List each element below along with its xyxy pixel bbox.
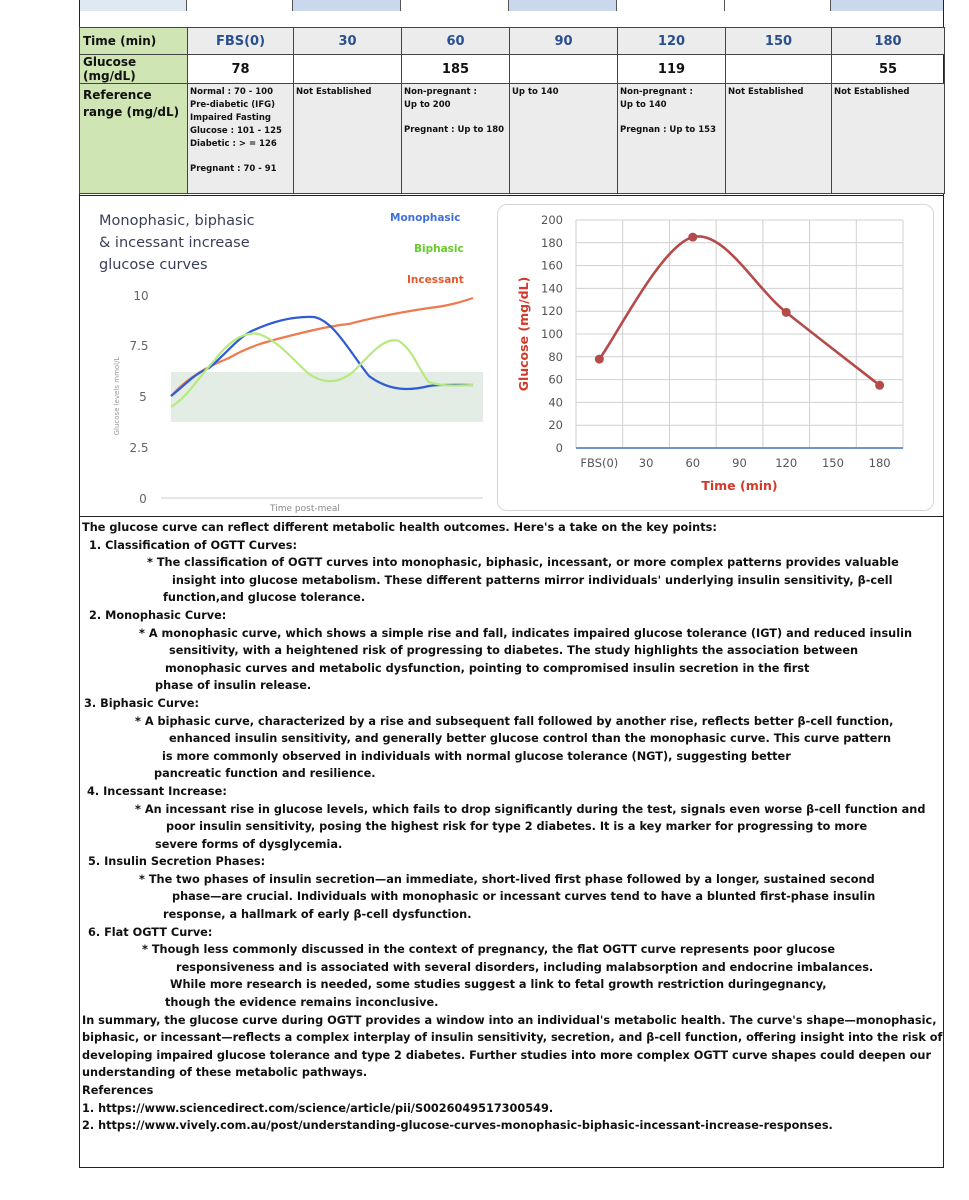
glucose-data-point bbox=[595, 355, 604, 364]
x-tick-label: 90 bbox=[732, 456, 747, 470]
section-text: poor insulin sensitivity, posing the highest risk for type 2 diabetes. It is a key marker for progressing to more bbox=[166, 820, 868, 834]
reference-link[interactable]: 2. https://www.vively.com.au/post/understanding-glucose-curves-monophasic-biphasic-incessant-increase-responses. bbox=[82, 1119, 833, 1133]
section-text: severe forms of dysglycemia. bbox=[155, 837, 343, 851]
reference-text: Up to 140 bbox=[512, 87, 559, 97]
reference-cell bbox=[510, 84, 618, 194]
glucose-cell: 185 bbox=[402, 55, 510, 84]
section-text: though the evidence remains inconclusive. bbox=[165, 996, 439, 1010]
section-text: * A monophasic curve, which shows a simple rise and fall, indicates impaired glucose tolerance (IGT) and reduced insulin bbox=[139, 626, 912, 640]
glucose-header: Glucose (mg/dL) bbox=[80, 55, 188, 84]
x-tick-label: 150 bbox=[821, 456, 844, 470]
reference-header: Reference range (mg/dL) bbox=[80, 84, 188, 194]
glucose-data-point bbox=[782, 308, 791, 317]
reference-text: Up to 200 bbox=[404, 100, 451, 110]
y-tick-label: 140 bbox=[541, 281, 563, 296]
y-tick-label: 0 bbox=[555, 441, 563, 455]
y-tick-label: 180 bbox=[541, 235, 563, 250]
normal-range-band bbox=[171, 372, 483, 422]
reference-cell bbox=[294, 84, 402, 194]
section-text: * The two phases of insulin secretion—an immediate, short-lived first phase followed by a longer, sustained second bbox=[139, 872, 875, 886]
reference-gap bbox=[620, 112, 723, 124]
section-heading: 4. Incessant Increase: bbox=[87, 784, 227, 798]
section-text: sensitivity, with a heightened risk of progressing to diabetes. The study highlights the association between bbox=[169, 644, 859, 658]
section-text: function,and glucose tolerance. bbox=[163, 591, 366, 605]
time-cell: 120 bbox=[618, 28, 726, 55]
illustration-x-label: Time post-meal bbox=[270, 504, 340, 514]
reference-cell bbox=[402, 84, 510, 194]
x-axis-title: Time (min) bbox=[701, 478, 778, 493]
glucose-data-point bbox=[688, 233, 697, 242]
time-cell: 60 bbox=[402, 28, 510, 55]
section-text: responsiveness and is associated with several disorders, including malabsorption and endocrine imbalances. bbox=[176, 960, 874, 974]
references-heading: References bbox=[82, 1084, 154, 1097]
glucose-data-point bbox=[875, 381, 884, 390]
reference-gap bbox=[404, 112, 507, 124]
section-heading: 3. Biphasic Curve: bbox=[84, 696, 199, 710]
intro-paragraph: The glucose curve can reflect different metabolic health outcomes. Here's a take on the key points: bbox=[82, 521, 717, 534]
x-tick-label: 30 bbox=[638, 456, 654, 470]
glucose-cell: 119 bbox=[618, 55, 726, 84]
reference-cell bbox=[618, 84, 726, 194]
y-tick-label: 0 bbox=[139, 492, 147, 506]
reference-text: Up to 140 bbox=[620, 100, 667, 110]
reference-text: Not Established bbox=[728, 87, 804, 97]
section-text: * The classification of OGTT curves into monophasic, biphasic, incessant, or more complex patterns provides valuable bbox=[147, 556, 899, 570]
y-tick-label: 2.5 bbox=[129, 441, 149, 455]
reference-row bbox=[80, 84, 945, 194]
glucose-cell bbox=[510, 55, 618, 84]
section-text: While more research is needed, some studies suggest a link to fetal growth restriction duringegnancy, bbox=[170, 978, 827, 992]
reference-text: Pregnant : 70 - 91 bbox=[190, 164, 277, 174]
x-tick-label: 120 bbox=[775, 456, 798, 470]
section-text: enhanced insulin sensitivity, and generally better glucose control than the monophasic curve. This curve pattern bbox=[169, 732, 892, 746]
legend-biphasic: Biphasic bbox=[414, 243, 464, 255]
reference-text: Pregnan : Up to 153 bbox=[620, 125, 716, 135]
illustration-title-line: Monophasic, biphasic bbox=[99, 213, 255, 229]
reference-text: Impaired Fasting bbox=[190, 113, 271, 123]
time-cell: 180 bbox=[832, 28, 945, 55]
illustration-chart bbox=[79, 196, 489, 518]
section-heading: 6. Flat OGTT Curve: bbox=[88, 925, 213, 939]
reference-text: Pregnant : Up to 180 bbox=[404, 125, 505, 135]
time-cell: 90 bbox=[510, 28, 618, 55]
y-tick-label: 5 bbox=[139, 390, 147, 404]
glucose-cell bbox=[294, 55, 402, 84]
reference-cell bbox=[726, 84, 832, 194]
time-row bbox=[80, 28, 945, 55]
reference-text: Glucose : 101 - 125 bbox=[190, 126, 282, 136]
reference-text: Diabetic : > = 126 bbox=[190, 139, 277, 149]
time-cell: 30 bbox=[294, 28, 402, 55]
y-tick-label: 100 bbox=[541, 327, 563, 341]
summary-text: developing impaired glucose tolerance and type 2 diabetes. Further studies into more complex OGTT curve shapes could deepen our bbox=[82, 1048, 932, 1062]
y-tick-label: 40 bbox=[548, 395, 563, 410]
reference-text: Non-pregnant : bbox=[404, 87, 477, 97]
y-tick-label: 160 bbox=[541, 258, 563, 273]
reference-gap bbox=[190, 151, 291, 163]
x-tick-label: FBS(0) bbox=[580, 456, 619, 470]
reference-text: Pre-diabetic (IFG) bbox=[190, 100, 275, 110]
time-cell: 150 bbox=[726, 28, 832, 55]
glucose-cell: 78 bbox=[188, 55, 294, 84]
y-tick-label: 20 bbox=[548, 418, 563, 433]
section-text: is more commonly observed in individuals with normal glucose tolerance (NGT), suggesting better bbox=[162, 749, 791, 763]
reference-text: Non-pregnant : bbox=[620, 87, 693, 97]
y-tick-label: 80 bbox=[548, 349, 563, 364]
y-axis-title: Glucose (mg/dL) bbox=[516, 276, 531, 392]
legend-monophasic: Monophasic bbox=[390, 212, 461, 224]
time-header: Time (min) bbox=[80, 28, 188, 55]
x-tick-label: 180 bbox=[868, 456, 891, 470]
charts-section bbox=[79, 195, 944, 517]
section-text: phase—are crucial. Individuals with monophasic or incessant curves tend to have a blunted first-phase insulin bbox=[172, 890, 876, 904]
legend-incessant: Incessant bbox=[407, 274, 464, 286]
reference-cell bbox=[188, 84, 294, 194]
y-tick-label: 10 bbox=[133, 289, 149, 303]
section-text: insight into glucose metabolism. These different patterns mirror individuals' underlying insulin sensitivity, β-cell bbox=[172, 573, 893, 587]
summary-text: biphasic, or incessant—reflects a complex interplay of insulin sensitivity, secretion, and β-cell function, offering insight into the risk of bbox=[82, 1031, 943, 1045]
section-heading: 5. Insulin Secretion Phases: bbox=[88, 855, 266, 869]
x-tick-label: 60 bbox=[685, 456, 701, 470]
reference-link[interactable]: 1. https://www.sciencedirect.com/science/article/pii/S0026049517300549. bbox=[82, 1101, 554, 1115]
y-tick-label: 120 bbox=[541, 304, 563, 319]
time-cell: FBS(0) bbox=[188, 28, 294, 55]
section-text: response, a hallmark of early β-cell dysfunction. bbox=[163, 908, 472, 922]
section-text: pancreatic function and resilience. bbox=[154, 767, 376, 781]
y-tick-label: 60 bbox=[548, 372, 563, 387]
reference-text: Normal : 70 - 100 bbox=[190, 87, 273, 97]
glucose-chart-card bbox=[497, 204, 934, 511]
section-text: monophasic curves and metabolic dysfunction, pointing to compromised insulin secretion in the first bbox=[165, 661, 810, 675]
reference-text: Not Established bbox=[834, 87, 910, 97]
glucose-cell bbox=[726, 55, 832, 84]
illustration-title-line: & incessant increase bbox=[99, 235, 250, 251]
section-text: phase of insulin release. bbox=[155, 679, 312, 693]
section-heading: 1. Classification of OGTT Curves: bbox=[89, 538, 297, 552]
body-text bbox=[82, 519, 943, 1135]
section-text: * A biphasic curve, characterized by a rise and subsequent fall followed by another rise, reflects better β-cell function, bbox=[135, 714, 894, 728]
section-text: * An incessant rise in glucose levels, which fails to drop significantly during the test, signals even worse β-cell function and bbox=[135, 802, 926, 816]
section-text: * Though less commonly discussed in the context of pregnancy, the flat OGTT curve represents poor glucose bbox=[142, 943, 836, 957]
glucose-row bbox=[80, 55, 945, 84]
illustration-y-label: Glucose levels mmol/L bbox=[113, 356, 121, 436]
y-tick-label: 200 bbox=[541, 213, 563, 227]
y-tick-label: 7.5 bbox=[129, 339, 149, 353]
section-heading: 2. Monophasic Curve: bbox=[89, 608, 227, 622]
ogtt-table bbox=[79, 27, 945, 194]
summary-text: In summary, the glucose curve during OGTT provides a window into an individual's metabolic health. The curve's shape—monophasic, bbox=[82, 1013, 937, 1027]
reference-cell bbox=[832, 84, 945, 194]
illustration-title-line: glucose curves bbox=[99, 257, 208, 273]
reference-text: Not Established bbox=[296, 87, 372, 97]
glucose-cell: 55 bbox=[832, 55, 945, 84]
summary-text: understanding of these metabolic pathways. bbox=[82, 1066, 368, 1080]
glucose-chart bbox=[498, 205, 935, 512]
